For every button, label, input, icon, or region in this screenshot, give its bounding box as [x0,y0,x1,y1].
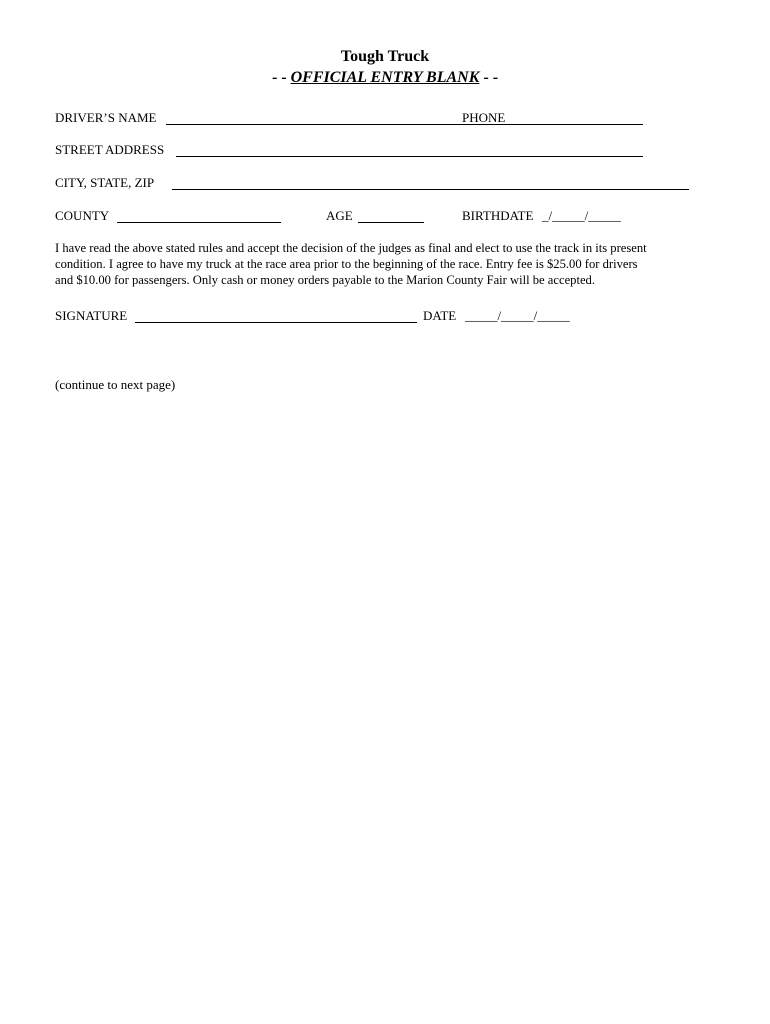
subtitle-main: OFFICIAL ENTRY BLANK [290,69,480,86]
county-age-birthdate-row [55,208,655,224]
continue-note: (continue to next page) [55,377,176,392]
age-field[interactable] [358,222,424,223]
phone-label: PHONE [462,110,506,125]
city-state-zip-field[interactable] [172,189,689,190]
street-address-field[interactable] [176,156,643,157]
county-label: COUNTY [55,208,110,223]
subtitle-suffix: - - [483,69,499,86]
drivers-name-row [55,110,655,126]
phone-field[interactable] [462,124,643,125]
date-field[interactable]: _____/_____/_____ [465,308,570,323]
signature-date-row [55,308,655,324]
signature-field[interactable] [135,322,417,323]
drivers-name-field[interactable] [166,124,463,125]
agreement-line: and $10.00 for passengers. Only cash or money orders payable to the Marion County Fair will be accepted. [55,273,595,287]
agreement-paragraph [55,240,710,288]
street-address-label: STREET ADDRESS [55,142,165,157]
agreement-line: condition. I agree to have my truck at the race area prior to the beginning of the race. Entry fee is $25.00 for drivers [55,257,638,271]
drivers-name-label: DRIVER’S NAME [55,110,157,125]
form-title: Tough Truck [340,48,430,65]
form-subtitle [0,68,770,88]
subtitle-prefix: - - [271,69,287,86]
city-state-zip-row [55,175,695,191]
date-label: DATE [423,308,457,323]
signature-label: SIGNATURE [55,308,128,323]
birthdate-field[interactable]: _/_____/_____ [542,208,621,223]
birthdate-label: BIRTHDATE [462,208,534,223]
street-address-row [55,142,655,158]
agreement-line: I have read the above stated rules and accept the decision of the judges as final and elect to use the track in its present [55,241,647,255]
city-state-zip-label: CITY, STATE, ZIP [55,175,155,190]
county-field[interactable] [117,222,281,223]
age-label: AGE [326,208,353,223]
